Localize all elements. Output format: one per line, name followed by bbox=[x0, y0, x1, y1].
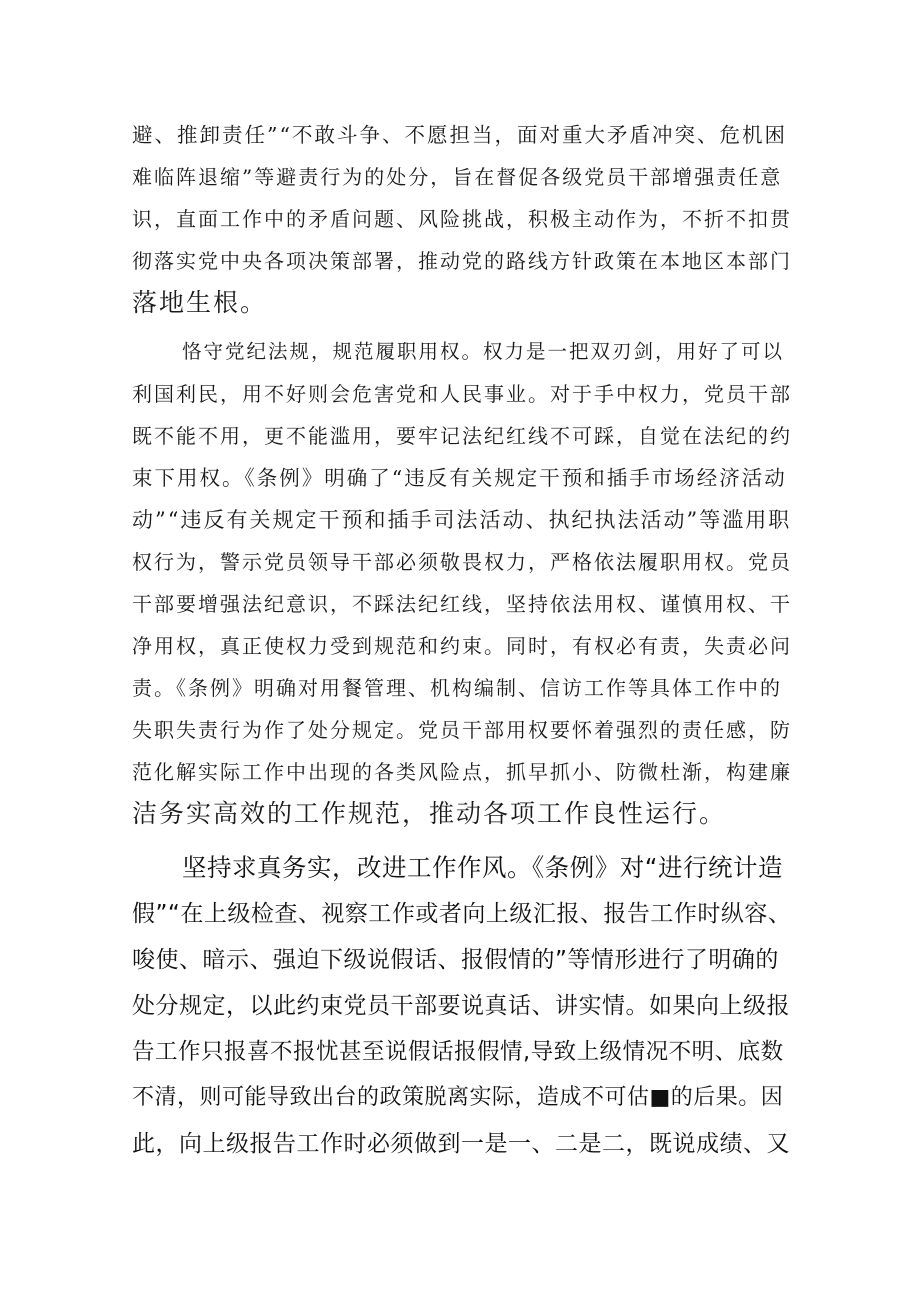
text-line: 既不能不用，更不能滥用，要牢记法纪红线不可踩，自觉在法纪的约 bbox=[132, 424, 792, 448]
text-line: 束下用权。《条例》明确了“违反有关规定干预和插手市场经济活动 bbox=[132, 466, 787, 490]
text-line: 权行为，警示党员领导干部必须敬畏权力，严格依法履职用权。党员 bbox=[132, 550, 792, 574]
text-line: 识，直面工作中的矛盾问题、风险挑战，积极主动作为，不折不扣贯 bbox=[132, 207, 792, 231]
text-line: 净用权，真正使权力受到规范和约束。同时，有权必有责，失责必问 bbox=[132, 634, 792, 658]
text-line: 责。《条例》明确对用餐管理、机构编制、信访工作等具体工作中的 bbox=[132, 676, 782, 700]
text-line: 洁务实高效的工作规范，推动各项工作良性运行。 bbox=[132, 799, 727, 828]
text-line: 坚持求真务实，改进工作作风。《条例》对“进行统计造 bbox=[182, 853, 783, 882]
text-line: 失职失责行为作了处分规定。党员干部用权要怀着强烈的责任感，防 bbox=[132, 718, 792, 742]
text-line: 干部要增强法纪意识，不踩法纪红线，坚持依法用权、谨慎用权、干 bbox=[132, 592, 792, 616]
text-line: 避、推卸责任”“不敢斗争、不愿担当，面对重大矛盾冲突、危机困 bbox=[132, 123, 787, 147]
text-line: 落地生根。 bbox=[132, 288, 268, 317]
text-line: 唆使、暗示、强迫下级说假话、报假情的”等情形进行了明确的 bbox=[132, 947, 779, 973]
text-line: 不清，则可能导致出台的政策脱离实际，造成不可估■的后果。因 bbox=[132, 1085, 784, 1110]
text-line: 假”“在上级检查、视察工作或者向上级汇报、报告工作时纵容、 bbox=[132, 901, 792, 927]
text-line: 告工作只报喜不报忧甚至说假话报假情,导致上级情况不明、底数 bbox=[132, 1039, 784, 1065]
text-line: 利国利民，用不好则会危害党和人民事业。对于手中权力，党员干部 bbox=[132, 382, 792, 406]
text-line: 恪守党纪法规，规范履职用权。权力是一把双刃剑，用好了可以 bbox=[182, 340, 785, 363]
text-line: 彻落实党中央各项决策部署，推动党的路线方针政策在本地区本部门 bbox=[132, 249, 792, 273]
text-line: 动”“违反有关规定干预和插手司法活动、执纪执法活动”等滥用职 bbox=[132, 508, 792, 532]
text-line: 难临阵退缩”等避责行为的处分，旨在督促各级党员干部增强责任意 bbox=[132, 165, 783, 189]
text-line: 处分规定，以此约束党员干部要说真话、讲实情。如果向上级报 bbox=[132, 993, 790, 1019]
text-line: 此，向上级报告工作时必须做到一是一、二是二，既说成绩、又 bbox=[132, 1131, 790, 1157]
text-line: 范化解实际工作中出现的各类风险点，抓早抓小、防微杜渐，构建廉 bbox=[132, 760, 792, 784]
